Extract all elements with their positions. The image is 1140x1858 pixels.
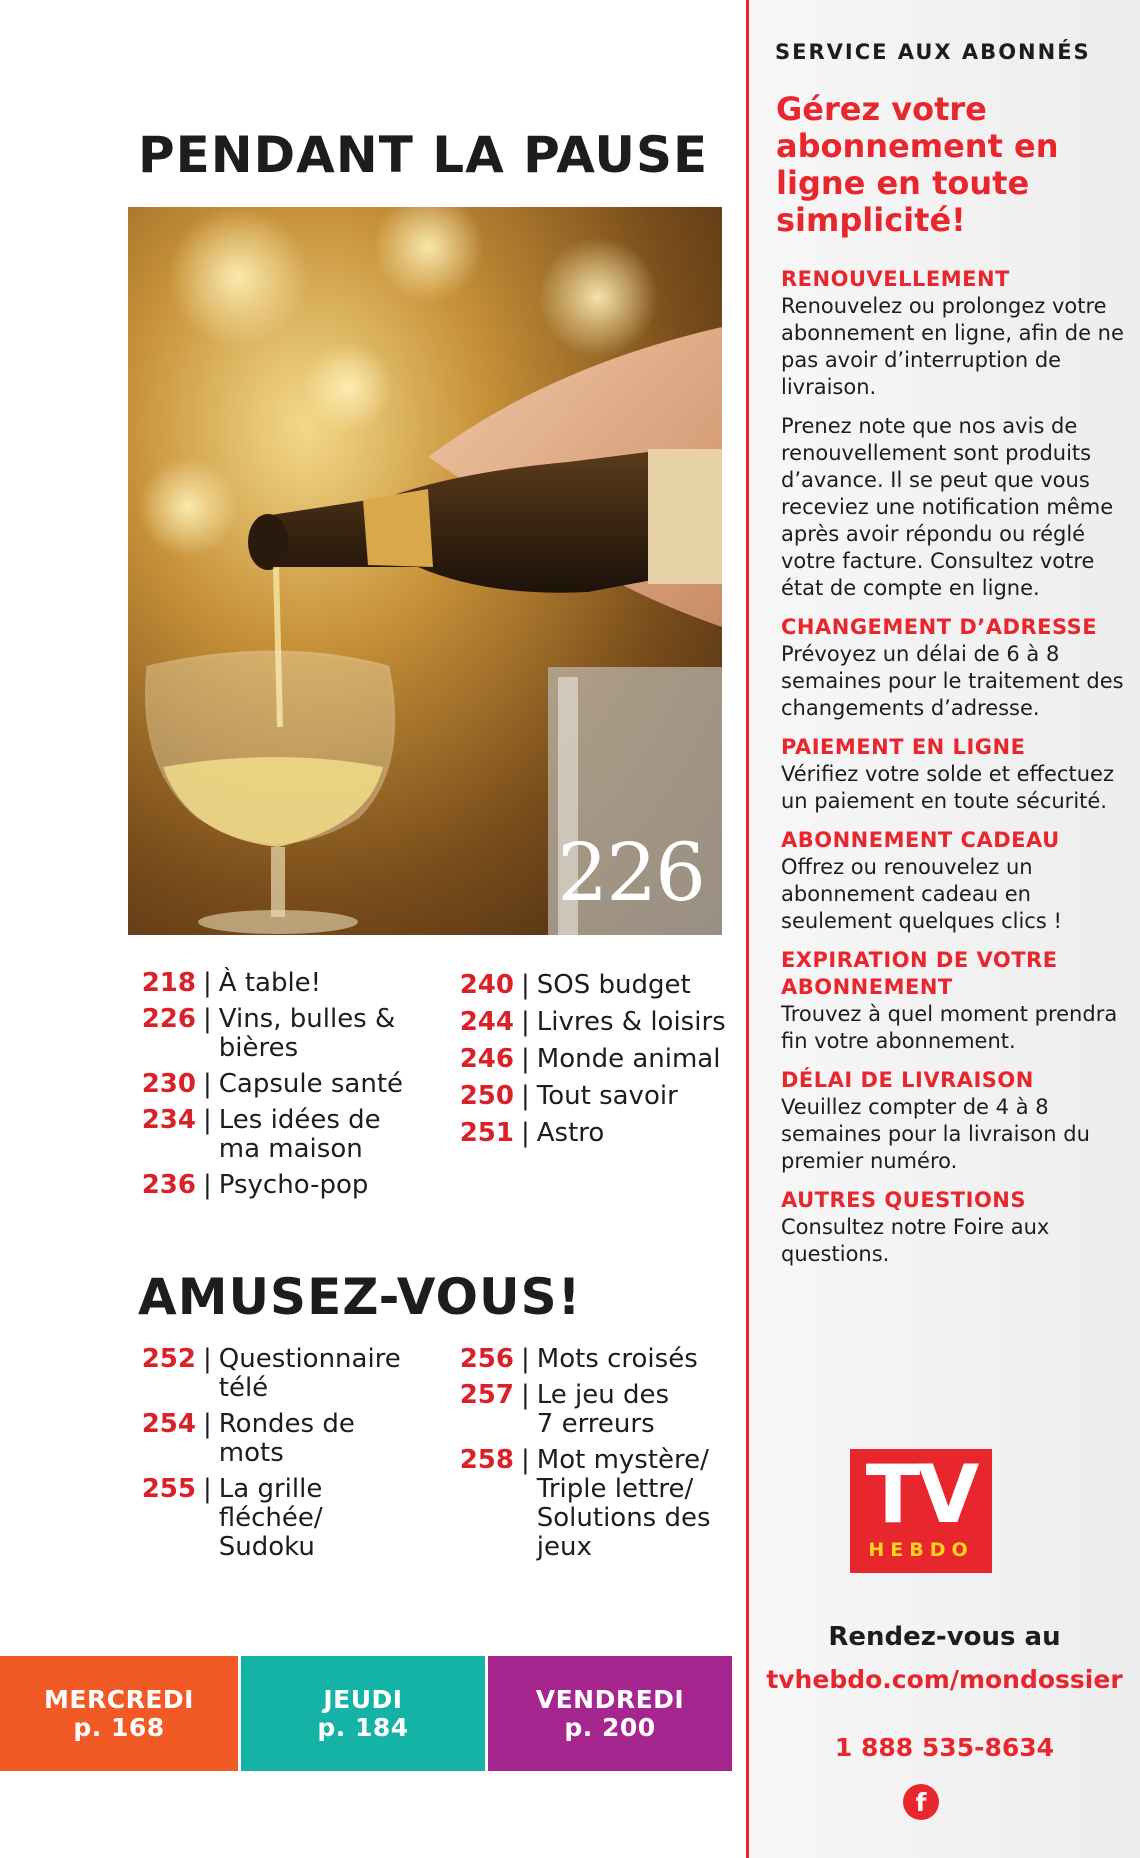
toc-label: Tout savoir: [536, 1081, 678, 1111]
wine-photo: [128, 207, 722, 935]
toc-separator: |: [203, 968, 212, 998]
tab-day-label: MERCREDI: [44, 1685, 194, 1714]
toc-separator: |: [521, 970, 530, 1000]
tab-jeudi[interactable]: [241, 1656, 485, 1771]
logo-hebdo-text: HEBDO: [868, 1539, 974, 1561]
toc-entry[interactable]: [134, 1345, 434, 1403]
service-block-heading: DÉLAI DE LIVRAISON: [781, 1068, 1034, 1092]
toc-label: Monde animal: [536, 1044, 721, 1074]
toc-amusez-col2: [452, 1345, 742, 1569]
toc-amusez-col1: [134, 1345, 434, 1569]
toc-page-number: 252: [141, 1344, 196, 1374]
toc-page-number: 257: [459, 1380, 514, 1410]
toc-separator: |: [521, 1007, 530, 1037]
phone-number[interactable]: 1 888 535-8634: [834, 1733, 1055, 1762]
toc-page-number: 234: [141, 1105, 196, 1135]
toc-page-number: 256: [459, 1344, 514, 1374]
toc-separator: |: [203, 1004, 212, 1034]
toc-page-number: 244: [459, 1007, 514, 1037]
service-block-text: Consultez notre Foire aux questions.: [781, 1215, 1050, 1266]
toc-separator: |: [203, 1069, 212, 1099]
toc-page-number: 254: [141, 1409, 196, 1439]
tab-mercredi[interactable]: [0, 1656, 238, 1771]
toc-entry[interactable]: [452, 1045, 742, 1074]
toc-entry[interactable]: [452, 971, 742, 1000]
toc-entry[interactable]: [452, 1381, 742, 1439]
service-title: SERVICE AUX ABONNÉS: [775, 40, 1091, 64]
toc-separator: |: [203, 1105, 212, 1135]
toc-separator: |: [203, 1344, 212, 1374]
toc-entry[interactable]: [452, 1082, 742, 1111]
toc-entry[interactable]: [452, 1119, 742, 1148]
subscriber-url-link[interactable]: tvhebdo.com/mondossier: [766, 1665, 1123, 1694]
toc-entry[interactable]: [134, 1171, 414, 1200]
toc-label: À table!: [218, 968, 322, 998]
toc-separator: |: [203, 1409, 212, 1439]
toc-entry[interactable]: [134, 969, 414, 998]
tab-page-label: p. 200: [564, 1713, 656, 1742]
tv-hebdo-logo: [850, 1449, 992, 1573]
toc-label: Mot mystère/ Triple lettre/ Solutions des jeux: [536, 1445, 711, 1562]
toc-label: Les idées de ma maison: [218, 1105, 381, 1164]
toc-entry[interactable]: [134, 1475, 434, 1562]
toc-separator: |: [203, 1474, 212, 1504]
toc-pause-col2: [452, 971, 742, 1156]
toc-entry[interactable]: [452, 1008, 742, 1037]
toc-page-number: 258: [459, 1445, 514, 1475]
toc-separator: |: [521, 1445, 530, 1475]
service-info-blocks: [781, 266, 1136, 1280]
toc-label: Le jeu des 7 erreurs: [536, 1380, 670, 1439]
service-block-text: Renouvelez ou prolongez votre abonnement en ligne, afin de ne pas avoir d’interruption de livraison.: [781, 294, 1124, 399]
toc-label: Astro: [536, 1118, 605, 1148]
rendezvous-text: Rendez-vous au: [828, 1622, 1061, 1652]
toc-page-number: 251: [459, 1118, 514, 1148]
service-block-text: Trouvez à quel moment prendra fin votre abonnement.: [781, 1002, 1118, 1053]
toc-page-number: 250: [459, 1081, 514, 1111]
toc-page-number: 246: [459, 1044, 514, 1074]
tab-day-label: VENDREDI: [535, 1685, 685, 1714]
toc-page-number: 230: [141, 1069, 196, 1099]
toc-separator: |: [521, 1081, 530, 1111]
toc-label: La grille fléchée/ Sudoku: [218, 1474, 323, 1562]
toc-label: Mots croisés: [536, 1344, 698, 1374]
toc-pause-col1: [134, 969, 414, 1207]
service-block-heading: CHANGEMENT D’ADRESSE: [781, 615, 1098, 639]
service-block-text: Offrez ou renouvelez un abonnement cadeau en seulement quelques clics !: [781, 855, 1062, 933]
photo-page-number: 226: [557, 826, 704, 919]
toc-entry[interactable]: [134, 1005, 414, 1063]
toc-page-number: 236: [141, 1170, 196, 1200]
toc-entry[interactable]: [452, 1446, 742, 1562]
toc-label: Psycho-pop: [218, 1170, 369, 1200]
section-title-amusez: AMUSEZ-VOUS!: [138, 1268, 582, 1326]
service-block-text: Vérifiez votre solde et effectuez un paiement en toute sécurité.: [781, 762, 1114, 813]
service-block-text: Veuillez compter de 4 à 8 semaines pour la livraison du premier numéro.: [781, 1095, 1090, 1173]
toc-label: Questionnaire télé: [218, 1344, 401, 1403]
tab-page-label: p. 168: [73, 1713, 165, 1742]
toc-page-number: 226: [141, 1004, 196, 1034]
toc-label: Vins, bulles & bières: [218, 1004, 396, 1063]
section-title-pause: PENDANT LA PAUSE: [138, 126, 709, 184]
service-block-heading: EXPIRATION DE VOTRE ABONNEMENT: [781, 948, 1058, 999]
facebook-icon[interactable]: f: [903, 1784, 939, 1820]
service-block-text: Prenez note que nos avis de renouvellement sont produits d’avance. Il se peut que vous receviez une notification même après avoir répondu ou réglé votre facture. Consultez votre état de compte en ligne.: [781, 414, 1114, 600]
logo-tv-text: TV: [865, 1448, 977, 1541]
toc-label: SOS budget: [536, 970, 691, 1000]
toc-entry[interactable]: [134, 1106, 414, 1164]
toc-entry[interactable]: [134, 1070, 414, 1099]
service-block-heading: ABONNEMENT CADEAU: [781, 828, 1060, 852]
toc-separator: |: [521, 1044, 530, 1074]
toc-label: Livres & loisirs: [536, 1007, 726, 1037]
tab-page-label: p. 184: [317, 1713, 409, 1742]
toc-separator: |: [521, 1118, 530, 1148]
tab-day-label: JEUDI: [323, 1685, 403, 1714]
service-block-heading: AUTRES QUESTIONS: [781, 1188, 1026, 1212]
toc-page-number: 255: [141, 1474, 196, 1504]
service-block-heading: PAIEMENT EN LIGNE: [781, 735, 1026, 759]
toc-separator: |: [203, 1170, 212, 1200]
toc-page-number: 240: [459, 970, 514, 1000]
tab-vendredi[interactable]: [488, 1656, 732, 1771]
toc-entry[interactable]: [452, 1345, 742, 1374]
toc-label: Capsule santé: [218, 1069, 404, 1099]
service-block-heading: RENOUVELLEMENT: [781, 267, 1010, 291]
toc-page-number: 218: [141, 968, 196, 998]
toc-separator: |: [521, 1344, 530, 1374]
toc-label: Rondes de mots: [218, 1409, 355, 1468]
service-block-text: Prévoyez un délai de 6 à 8 semaines pour le traitement des changements d’adresse.: [781, 642, 1124, 720]
toc-separator: |: [521, 1380, 530, 1410]
service-headline: Gérez votre abonnement en ligne en toute simplicité!: [776, 90, 1059, 239]
toc-entry[interactable]: [134, 1410, 434, 1468]
